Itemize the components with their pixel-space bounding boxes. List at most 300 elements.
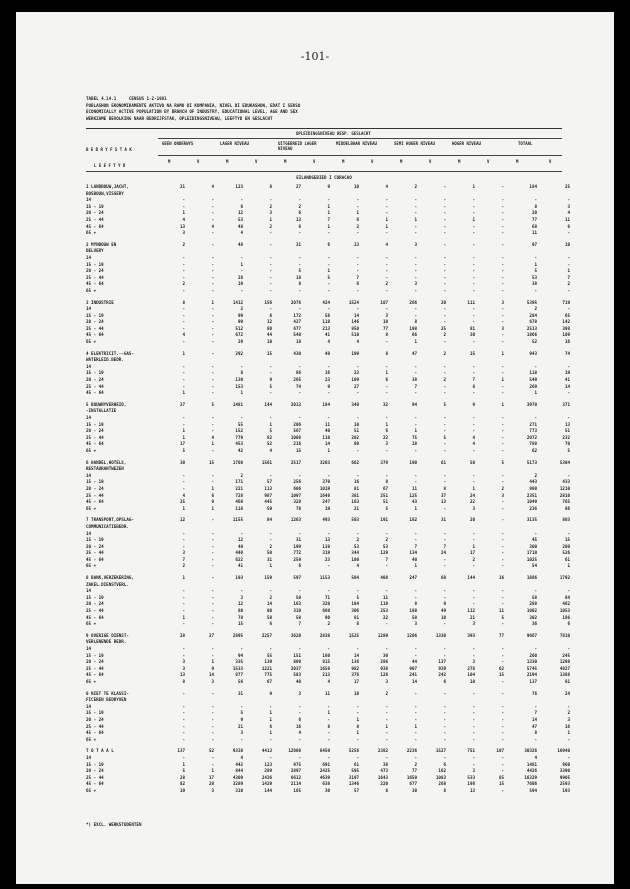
table-cell: 393 (467, 632, 475, 638)
table-cell: 7 (443, 543, 446, 549)
table-cell: 198 (467, 781, 475, 787)
table-cell: 1 (240, 390, 243, 396)
table-cell: 3 (182, 550, 185, 556)
table-cell: - (443, 716, 446, 722)
table-cell: 7 (534, 710, 537, 716)
table-cell: 30 (469, 332, 475, 338)
table-cell: - (211, 621, 214, 627)
table-cell: 18 (411, 441, 417, 447)
table-cell: 1 (472, 485, 475, 491)
table-cell: - (567, 254, 570, 260)
table-cell: - (211, 197, 214, 203)
table-cell: - (385, 703, 388, 709)
table-cell: - (443, 563, 446, 569)
table-row (86, 781, 570, 788)
table-cell: 221 (235, 485, 243, 491)
table-cell: 11 (564, 216, 570, 222)
table-cell: 8 (182, 299, 185, 305)
table-cell: - (443, 690, 446, 696)
table-cell: 28 (208, 781, 214, 787)
table-cell: - (298, 415, 301, 420)
table-cell: 77 (531, 216, 537, 222)
table-cell (475, 639, 504, 646)
table-cell: 2436 (261, 774, 272, 780)
table-cell: 9 (269, 690, 272, 696)
table-cell: 22 (469, 499, 475, 505)
row-label: 45 - 64 (86, 223, 104, 229)
table-cell: 4 (472, 441, 475, 447)
table-cell: 15 (237, 621, 243, 627)
table-cell: - (327, 363, 330, 369)
table-cell: 1412 (232, 299, 243, 305)
table-cell: 16 (353, 479, 359, 485)
table-cell: 2 (182, 241, 185, 247)
table-cell: - (443, 415, 446, 420)
table-cell: 1 (269, 730, 272, 736)
table-cell: 567 (293, 428, 301, 434)
table-cell: 62 (498, 665, 504, 671)
table-cell: 2593 (559, 781, 570, 787)
table-cell: 548 (293, 332, 301, 338)
table-cell: 3 (269, 210, 272, 216)
table-cell: - (501, 690, 504, 696)
table-cell: - (414, 537, 417, 543)
table-cell (417, 191, 446, 198)
row-label: 25 - 44 (86, 274, 104, 280)
table-row (86, 319, 570, 326)
table-cell: - (211, 383, 214, 389)
table-cell: 2 (240, 306, 243, 312)
table-cell (272, 524, 301, 531)
table-cell: 292 (235, 350, 243, 356)
table-cell: - (356, 268, 359, 274)
table-cell (475, 408, 504, 415)
table-cell: 1792 (559, 575, 570, 581)
table-cell: - (567, 390, 570, 396)
table-cell: - (182, 370, 185, 376)
table-row (86, 646, 570, 653)
table-cell: 11 (324, 690, 330, 696)
table-cell: 137 (177, 748, 185, 754)
table-cell: 677 (293, 325, 301, 331)
table-cell: - (182, 723, 185, 729)
table-cell: - (182, 325, 185, 331)
table-cell: 1263 (290, 517, 301, 523)
table-cell: 8 (443, 485, 446, 491)
table-cell: - (443, 306, 446, 312)
table-cell: 328 (293, 499, 301, 505)
table-cell: 38 (382, 761, 388, 767)
table-cell (214, 357, 243, 364)
table-cell: - (211, 370, 214, 376)
table-cell: - (385, 472, 388, 478)
table-cell: - (472, 312, 475, 318)
table-cell: - (443, 197, 446, 203)
table-cell: - (211, 730, 214, 736)
table-cell: 55 (266, 652, 272, 658)
table-cell: 31 (295, 537, 301, 543)
table-cell: 440 (235, 550, 243, 556)
table-cell: - (443, 646, 446, 651)
table-cell: - (501, 274, 504, 280)
table-cell: 3 (414, 281, 417, 287)
table-cell: - (414, 370, 417, 376)
table-cell: - (567, 287, 570, 293)
table-cell: 2351 (526, 492, 537, 498)
table-cell: - (182, 363, 185, 369)
table-cell: 5 (356, 594, 359, 600)
table-cell: 751 (467, 748, 475, 754)
table-cell: - (414, 254, 417, 260)
table-cell (214, 248, 243, 255)
table-cell: - (269, 530, 272, 536)
table-cell: 7 (472, 377, 475, 383)
table-cell: - (211, 377, 214, 383)
table-cell: - (356, 254, 359, 260)
table-cell: 94 (411, 401, 417, 407)
table-cell: 335 (235, 659, 243, 665)
table-cell: - (385, 287, 388, 293)
table-cell: - (567, 472, 570, 478)
row-label: 25 - 44 (86, 383, 104, 389)
table-cell: - (501, 479, 504, 485)
table-cell: 30 (179, 459, 185, 465)
table-cell: - (472, 652, 475, 658)
table-cell: - (534, 530, 537, 536)
table-cell: 19 (324, 505, 330, 511)
table-cell: - (472, 306, 475, 312)
sex-label: V (429, 159, 432, 164)
table-cell: - (211, 339, 214, 345)
table-cell: 2 (567, 281, 570, 287)
table-cell: 53 (531, 274, 537, 280)
table-cell (446, 524, 475, 531)
table-cell: 3 (182, 659, 185, 665)
table-row (86, 499, 570, 506)
table-cell: 2114 (290, 781, 301, 787)
sex-label: V (371, 159, 374, 164)
table-cell: - (567, 754, 570, 760)
table-cell: 16 (295, 723, 301, 729)
table-cell: 1 (472, 216, 475, 222)
table-cell: 5 (443, 434, 446, 440)
table-cell (243, 248, 272, 255)
table-cell: 877 (235, 672, 243, 678)
table-cell: 1 (182, 428, 185, 434)
table-row (86, 697, 570, 704)
table-cell: 247 (322, 499, 330, 505)
table-row (86, 377, 570, 384)
table-row (86, 191, 570, 198)
table-cell: 306 (351, 608, 359, 614)
table-cell: - (211, 415, 214, 420)
table-cell: 14 (353, 652, 359, 658)
table-cell: - (385, 588, 388, 594)
data-table (86, 184, 570, 794)
table-cell: 78 (295, 505, 301, 511)
table-cell: 2810 (559, 492, 570, 498)
table-cell: 1019 (319, 485, 330, 491)
table-cell: 6612 (290, 774, 301, 780)
table-row (86, 242, 570, 249)
table-cell: 80 (237, 608, 243, 614)
table-cell: - (298, 197, 301, 203)
table-cell: - (501, 447, 504, 453)
table-cell: - (443, 390, 446, 396)
table-cell: - (182, 415, 185, 420)
table-cell: 129 (380, 550, 388, 556)
table-cell: - (211, 319, 214, 325)
table-cell: 12 (266, 319, 272, 325)
table-cell: - (211, 537, 214, 543)
table-cell: 126 (380, 672, 388, 678)
table-cell: - (211, 203, 214, 209)
row-label: 15 - 19 (86, 594, 104, 600)
table-cell: 1 (211, 505, 214, 511)
table-cell: - (240, 415, 243, 420)
table-cell (330, 357, 359, 364)
table-cell: - (534, 588, 537, 594)
table-cell (475, 697, 504, 704)
table-cell: - (211, 736, 214, 742)
table-cell: 232 (562, 434, 570, 440)
row-label: 20 - 24 (86, 716, 104, 722)
table-cell: 41 (564, 377, 570, 383)
table-cell: - (443, 281, 446, 287)
table-cell: - (501, 736, 504, 742)
table-cell: 44 (266, 332, 272, 338)
row-label: ZAKEL.DIENSTVERL. (86, 581, 129, 587)
row-label: 65 + (86, 787, 97, 793)
table-cell: 4 (182, 216, 185, 222)
table-cell: 12 (237, 537, 243, 543)
table-cell: - (240, 268, 243, 274)
table-cell: 424 (322, 299, 330, 305)
table-cell: 30 (382, 652, 388, 658)
table-cell: - (298, 363, 301, 369)
table-cell: - (443, 210, 446, 216)
table-cell: 779 (235, 434, 243, 440)
table-cell: - (501, 499, 504, 505)
table-cell: - (269, 254, 272, 260)
table-cell: 8 (472, 383, 475, 389)
table-cell: - (501, 434, 504, 440)
table-cell: 15 (469, 350, 475, 356)
table-cell: 137 (438, 659, 446, 665)
table-cell (272, 582, 301, 589)
row-label: 25 - 44 (86, 665, 104, 671)
table-cell: 11 (411, 485, 417, 491)
table-cell: 13 (324, 537, 330, 543)
row-label: 7 TRANSPORT,OPSLAG- (86, 517, 134, 523)
table-cell (156, 466, 185, 473)
table-cell: 3620 (290, 632, 301, 638)
row-label: 65 + (86, 736, 97, 742)
table-cell: 82 (266, 434, 272, 440)
table-cell: - (472, 601, 475, 607)
table-cell: - (472, 281, 475, 287)
table-cell: - (211, 363, 214, 369)
table-cell: 2 (298, 203, 301, 209)
table-cell: 1298 (559, 659, 570, 665)
table-cell: 10 (353, 690, 359, 696)
table-cell: 1 (182, 210, 185, 216)
table-cell (537, 248, 570, 255)
table-cell: - (472, 241, 475, 247)
table-cell: 13 (179, 223, 185, 229)
table-cell: - (385, 390, 388, 396)
table-cell: 4 (534, 754, 537, 760)
table-cell: - (327, 415, 330, 420)
table-cell: - (211, 306, 214, 312)
table-cell: - (443, 479, 446, 485)
table-cell: - (356, 710, 359, 716)
table-cell: 190 (409, 459, 417, 465)
table-cell: 21 (469, 614, 475, 620)
table-cell: 7810 (559, 632, 570, 638)
table-cell: - (269, 274, 272, 280)
table-cell: - (182, 543, 185, 549)
table-cell: 2 (414, 761, 417, 767)
table-cell: - (327, 287, 330, 293)
table-cell: 1388 (559, 672, 570, 678)
table-cell (504, 191, 537, 198)
table-cell: 236 (529, 505, 537, 511)
table-cell: 4 (327, 678, 330, 684)
table-cell: 1481 (232, 401, 243, 407)
table-cell: 182 (409, 517, 417, 523)
table-cell: 430 (293, 350, 301, 356)
table-cell: 583 (293, 672, 301, 678)
table-cell: 1481 (526, 761, 537, 767)
table-cell (301, 408, 330, 415)
table-cell: - (269, 281, 272, 287)
table-cell: - (472, 254, 475, 260)
table-cell: 81 (564, 678, 570, 684)
sex-label: M (342, 159, 345, 164)
table-cell: - (414, 447, 417, 453)
table-cell: - (182, 601, 185, 607)
table-cell: - (501, 710, 504, 716)
table-cell: - (414, 230, 417, 236)
table-cell: 3197 (348, 774, 359, 780)
table-row (86, 615, 570, 622)
table-cell: - (567, 530, 570, 536)
table-cell: 40 (295, 678, 301, 684)
table-cell: 2 (443, 332, 446, 338)
table-row (86, 748, 570, 755)
table-cell: - (443, 530, 446, 536)
table-cell: 8 (327, 723, 330, 729)
table-cell: 77 (498, 632, 504, 638)
table-cell: 2 (356, 537, 359, 543)
table-cell: 3203 (319, 459, 330, 465)
table-cell: 172 (293, 312, 301, 318)
table-cell: - (501, 543, 504, 549)
table-cell: - (414, 306, 417, 312)
table-row (86, 506, 570, 513)
row-label: 45 - 64 (86, 332, 104, 338)
row-label: 9 OVERIGE DIENST- (86, 632, 129, 638)
table-cell: 5 (385, 505, 388, 511)
table-cell: 56 (324, 312, 330, 318)
table-cell: 71 (324, 594, 330, 600)
table-cell: - (269, 754, 272, 760)
table-cell: - (269, 736, 272, 742)
table-cell: 53 (382, 543, 388, 549)
table-cell (417, 357, 446, 364)
table-cell: 8 (269, 184, 272, 189)
sex-label: M (168, 159, 171, 164)
table-cell: 5256 (348, 748, 359, 754)
table-cell: 1053 (559, 608, 570, 614)
table-cell: 11 (324, 421, 330, 427)
table-cell: 1 (414, 216, 417, 222)
table-cell (243, 639, 272, 646)
table-cell (272, 639, 301, 646)
table-cell: 47 (411, 350, 417, 356)
table-cell: - (472, 421, 475, 427)
table-cell: - (472, 472, 475, 478)
table-cell: 594 (529, 787, 537, 793)
table-cell: 8 (298, 281, 301, 287)
table-cell: - (472, 261, 475, 267)
table-row (86, 486, 570, 493)
table-cell: - (501, 716, 504, 722)
table-cell: 595 (351, 768, 359, 774)
table-cell: 77 (382, 325, 388, 331)
table-cell (537, 582, 570, 589)
table-cell: - (443, 723, 446, 729)
table-cell: - (443, 254, 446, 260)
row-label: 65 + (86, 339, 97, 345)
table-cell: 408 (380, 575, 388, 581)
table-cell: 265 (293, 377, 301, 383)
table-cell: 2 (269, 203, 272, 209)
table-cell: - (269, 703, 272, 709)
table-cell: - (501, 363, 504, 369)
table-cell (446, 582, 475, 589)
table-cell: 1 (211, 299, 214, 305)
table-cell: - (298, 287, 301, 293)
table-cell: 1 (385, 421, 388, 427)
table-cell: - (443, 268, 446, 274)
table-cell: - (414, 736, 417, 742)
table-cell: 445 (264, 499, 272, 505)
table-row (86, 768, 570, 775)
table-cell: 136 (351, 659, 359, 665)
table-cell: 4 (240, 230, 243, 236)
table-cell: - (327, 563, 330, 569)
table-cell: 247 (409, 575, 417, 581)
table-cell: 3 (182, 665, 185, 671)
table-cell: 5 (298, 268, 301, 274)
table-cell: - (472, 428, 475, 434)
table-cell: 468 (235, 499, 243, 505)
table-cell: - (182, 530, 185, 536)
table-cell: 2382 (377, 748, 388, 754)
table-cell: - (385, 710, 388, 716)
table-cell: 162 (438, 768, 446, 774)
table-cell: 2425 (319, 768, 330, 774)
table-cell: 49 (440, 608, 446, 614)
table-cell: 1 (501, 350, 504, 356)
table-cell: - (182, 203, 185, 209)
table-cell: - (211, 287, 214, 293)
table-cell: 1049 (526, 499, 537, 505)
table-cell: 22 (382, 434, 388, 440)
table-cell: 6 (298, 210, 301, 216)
